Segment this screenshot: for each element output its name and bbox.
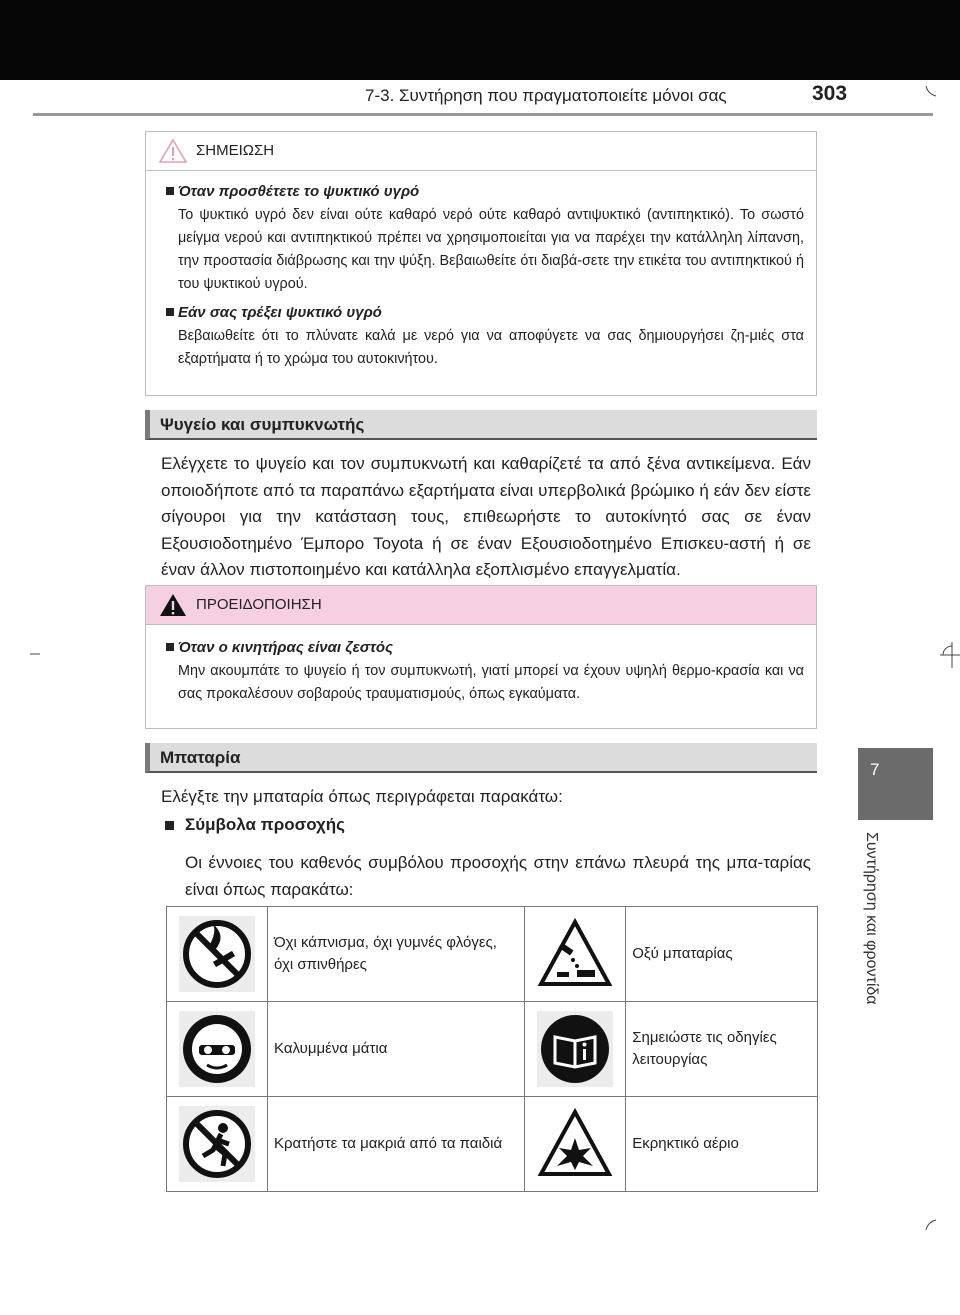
header-title: 7-3. Συντήρηση που πραγματοποιείτε μόνοι σας: [365, 86, 727, 105]
note-entry: [158, 183, 804, 296]
note-entry-text: Βεβαιωθείτε ότι το πλύνατε καλά με νερό για να αποφύγετε να σας δημιουργήσει ζη-μιές στα εξαρτήματα ή το χρώμα του αυτοκινήτου.: [178, 328, 804, 367]
symbol-label: Κρατήστε τα μακριά από τα παιδιά: [268, 1097, 525, 1192]
chapter-tab[interactable]: [858, 748, 933, 820]
symbol-label: Όχι κάπνισμα, όχι γυμνές φλόγες, όχι σπινθήρες: [268, 907, 525, 1002]
crop-mark: [30, 652, 42, 656]
battery-acid-icon: [537, 916, 613, 992]
keep-children-away-icon: [179, 1106, 255, 1182]
warning-box-header: [146, 586, 816, 625]
symbol-label: Εκρηκτικό αέριο: [626, 1097, 818, 1192]
warning-triangle-icon: [158, 592, 188, 618]
symbol-label: Καλυμμένα μάτια: [268, 1002, 525, 1097]
note-box: [145, 131, 817, 396]
radiator-paragraph: Ελέγχετε το ψυγείο και τον συμπυκνωτή και καθαρίζετέ τα από ξένα αντικείμενα. Εάν οποιοδήποτε από τα παραπάνω εξαρτήματα είναι υπερβολικά βρώμικο ή εάν δεν είστε σίγουροι για την κατάσταση τους, επιθεωρήστε το αυτοκίνητό σας σε έναν Εξουσιοδοτημένο Έμπορο Toyota ή σε έναν Εξουσιοδοτημένο Επισκευ-αστή ή σε έναν άλλον πιστοποιημένο και κατάλληλα εξοπλισμένο επαγγελματία.: [161, 454, 811, 579]
top-black-bar: [0, 0, 960, 80]
header-rule: [33, 113, 933, 116]
warning-entry-title: Όταν ο κινητήρας είναι ζεστός: [178, 639, 804, 656]
symbol-label: Οξύ μπαταρίας: [626, 907, 818, 1002]
read-manual-icon: [537, 1011, 613, 1087]
symbol-label: Σημειώστε τις οδηγίες λειτουργίας: [626, 1002, 818, 1097]
table-row: [167, 1097, 818, 1192]
warning-entry-text: Μην ακουμπάτε το ψυγείο ή τον συμπυκνωτή, γιατί μπορεί να έχουν υψηλή θερμο-κρασία και να σας προκαλέσουν σοβαρούς τραυματισμούς, όπως εγκαύματα.: [178, 663, 804, 702]
note-entry-text: Το ψυκτικό υγρό δεν είναι ούτε καθαρό νερό ούτε καθαρό αντιψυκτικό (αντιπηκτικό). Το σωστό μείγμα νερού και αντιπηκτικού πρέπει να χρησιμοποιείται για να παρέχει την κατάλληλη λίπανση, την προστασία διάβρωσης και την ψύξη. Βεβαιωθείτε ότι διαβά-σετε την ετικέτα του αντιπηκτικού ή του ψυκτικού υγρού.: [178, 207, 804, 292]
battery-subheading: Σύμβολα προσοχής: [165, 815, 345, 835]
warning-box: [145, 585, 817, 729]
note-box-header: [146, 132, 816, 171]
warning-symbols-table: [166, 906, 818, 1192]
note-entry: [158, 304, 804, 371]
battery-subtext: Οι έννοιες του καθενός συμβόλου προσοχής στην επάνω πλευρά της μπα-ταρίας είναι όπως παρακάτω:: [185, 853, 811, 899]
table-row: [167, 1002, 818, 1097]
crop-mark: [938, 640, 960, 670]
warning-label: ΠΡΟΕΙΔΟΠΟΙΗΣΗ: [196, 596, 322, 613]
table-row: [167, 907, 818, 1002]
section-heading-radiator: Ψυγείο και συμπυκνωτής: [145, 410, 817, 440]
section-heading-battery: Μπαταρία: [145, 743, 817, 773]
note-entry-title: Όταν προσθέτετε το ψυκτικό υγρό: [178, 183, 804, 200]
caution-triangle-icon: [158, 138, 188, 164]
crop-mark: [924, 1218, 938, 1232]
crop-mark: [924, 84, 938, 98]
chapter-label: Συντήρηση και φροντίδα: [863, 832, 880, 1005]
explosive-gas-icon: [537, 1106, 613, 1182]
page-number: 303: [812, 82, 848, 105]
no-smoking-icon: [179, 916, 255, 992]
chapter-number: 7: [870, 760, 880, 779]
note-entry-title: Εάν σας τρέξει ψυκτικό υγρό: [178, 304, 804, 321]
eye-protection-icon: [179, 1011, 255, 1087]
note-label: ΣΗΜΕΙΩΣΗ: [196, 142, 275, 159]
warning-entry: [158, 639, 804, 706]
battery-intro: Ελέγξτε την μπαταρία όπως περιγράφεται παρακάτω:: [161, 787, 563, 806]
